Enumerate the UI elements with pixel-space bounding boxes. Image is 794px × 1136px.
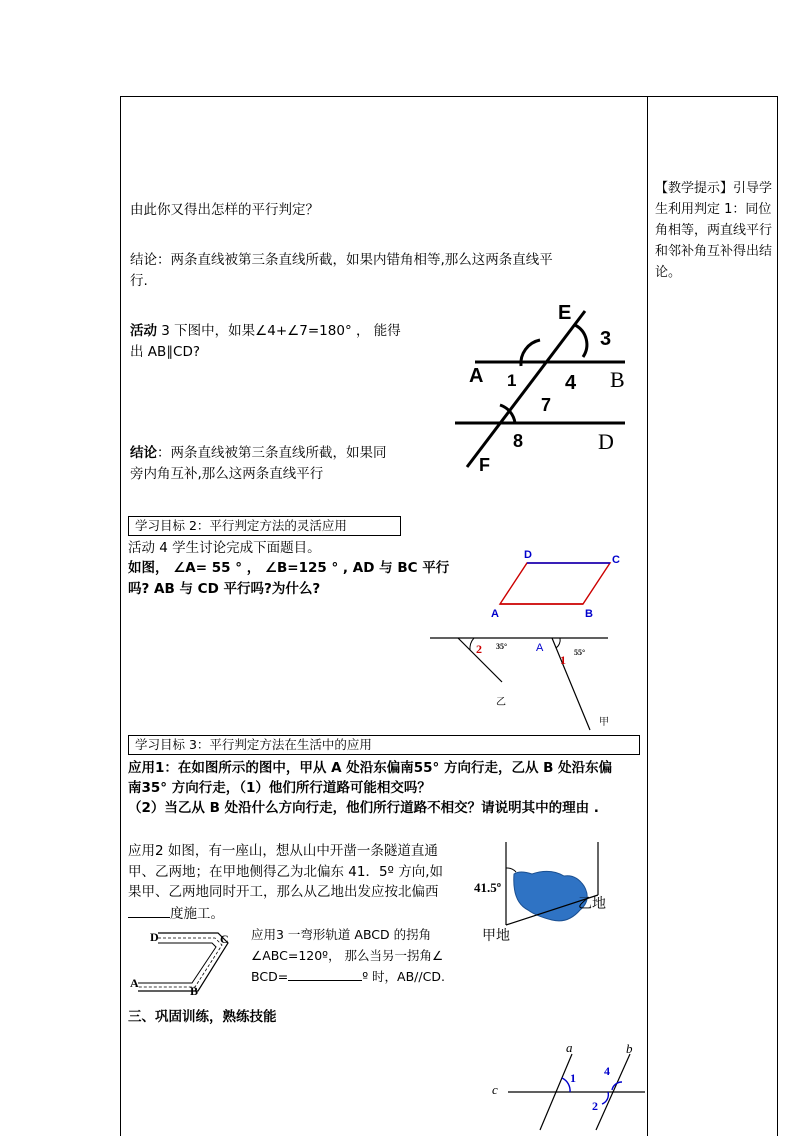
label-f: F: [479, 455, 490, 475]
application-2-line1: 应用2 如图，有一座山，想从山中开凿一条隧道直通: [128, 843, 438, 859]
label-d: D: [598, 429, 614, 454]
label-yi: 乙: [496, 697, 506, 708]
conclusion-2-label: 结论: [130, 445, 157, 461]
label-7: 7: [541, 395, 552, 415]
application-1-line2: 南35° 方向行走，（1）他们所行道路可能相交吗？: [128, 780, 431, 796]
label-jia: 甲: [599, 717, 609, 728]
activity-3-line2: 出 AB∥CD?: [130, 344, 201, 360]
question-4-line2: 吗? AB 与 CD 平行吗?为什么?: [128, 581, 321, 597]
learning-goal-2: 学习目标 2：平行判定方法的灵活应用: [128, 516, 401, 536]
figure-track: [128, 925, 238, 998]
answer-blank[interactable]: [128, 903, 170, 918]
label-8: 8: [513, 431, 524, 451]
label-d: D: [150, 930, 159, 944]
application-3-prefix: BCD=: [251, 969, 289, 984]
question-parallel-criterion: 由此你又得出怎样的平行判定？: [130, 202, 319, 218]
label-1: 1: [570, 1071, 576, 1085]
label-jia-place: 甲地: [482, 927, 510, 943]
label-35deg: 35°: [496, 642, 508, 651]
label-b: b: [626, 1041, 633, 1056]
label-a: A: [536, 642, 544, 654]
label-4: 4: [565, 372, 577, 394]
figure-lines-abc: [490, 1040, 660, 1130]
activity-3-label: 活动: [130, 323, 157, 339]
application-3-line3: [251, 967, 445, 987]
column-divider: [647, 96, 648, 1136]
label-c: C: [612, 554, 620, 566]
label-3: 3: [600, 328, 612, 350]
teaching-hint: 【教学提示】引导学生利用判定 1：同位角相等，两直线平行和邻补角互补得出结论。: [655, 181, 773, 280]
label-a: A: [469, 365, 484, 387]
section-3-heading: 三、巩固训练，熟练技能: [128, 1009, 277, 1025]
label-4: 4: [604, 1064, 610, 1078]
label-2: 2: [592, 1099, 598, 1113]
conclusion-1-line1: 结论：两条直线被第三条直线所截，如果内错角相等,那么这两条直线平: [130, 252, 553, 268]
learning-goal-3: 学习目标 3：平行判定方法在生活中的应用: [128, 735, 640, 755]
conclusion-1-line2: 行.: [130, 273, 148, 289]
question-4-line1: 如图， ∠A= 55 ° ， ∠B=125 ° , AD 与 BC 平行: [128, 560, 450, 576]
figure-transversal-1: [455, 295, 655, 475]
figure-parallelogram: [485, 548, 625, 618]
label-1: 1: [507, 371, 517, 390]
application-3-suffix: º 时，AB//CD.: [362, 969, 445, 984]
application-2-suffix: 度施工。: [170, 906, 224, 922]
application-1-line1: 应用1：在如图所示的图中，甲从 A 处沿东偏南55° 方向行走，乙从 B 处沿东偏: [128, 760, 613, 776]
application-3-line2: ∠ABC=120º， 那么当另一拐角∠: [251, 948, 444, 963]
label-55deg: 55°: [574, 648, 586, 657]
label-angle-1: 1: [560, 653, 566, 667]
label-b: B: [190, 984, 199, 998]
application-2-line3: 果甲、乙两地同时开工，那么从乙地出发应按北偏西: [128, 884, 439, 900]
figure-mountain: [472, 840, 622, 943]
label-b: B: [585, 608, 593, 620]
label-c: c: [492, 1082, 498, 1097]
label-angle-41-5: 41.5º: [474, 880, 502, 895]
label-angle-2: 2: [476, 642, 482, 656]
activity-3-text: 3 下图中，如果∠4+∠7=180° ， 能得: [157, 323, 401, 339]
conclusion-2-text: ：两条直线被第三条直线所截，如果同: [157, 445, 387, 461]
label-d: D: [524, 549, 532, 561]
activity-3-line1: [130, 321, 401, 341]
application-2-line4: [128, 903, 224, 924]
label-yi-place: 乙地: [578, 895, 606, 911]
label-e: E: [558, 302, 572, 324]
label-a: A: [491, 608, 499, 620]
activity-4-title: 活动 4 学生讨论完成下面题目。: [128, 540, 321, 556]
application-2-line2: 甲、乙两地；在甲地侧得乙为北偏东 41．5º 方向,如: [128, 864, 444, 880]
conclusion-2-line2: 旁内角互补,那么这两条直线平行: [130, 466, 324, 482]
label-b: B: [610, 367, 625, 392]
answer-blank-bcd[interactable]: [288, 967, 362, 981]
conclusion-2-line1: [130, 443, 387, 463]
label-c: C: [220, 932, 229, 946]
application-1-line3: （2）当乙从 B 处沿什么方向行走，他们所行道路不相交？请说明其中的理由 .: [128, 800, 599, 816]
application-3-line1: 应用3 一弯形轨道 ABCD 的拐角: [251, 927, 432, 942]
label-a: a: [566, 1040, 573, 1055]
label-a: A: [130, 976, 139, 990]
